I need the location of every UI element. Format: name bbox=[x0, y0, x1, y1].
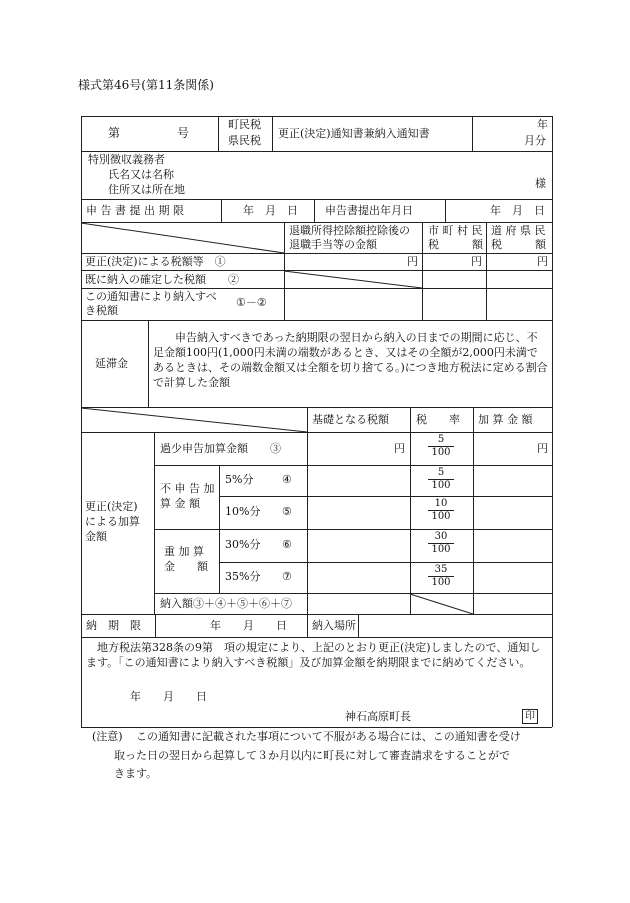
col-retirement-2: 退職手当等の金額 bbox=[289, 238, 377, 251]
understated-label: 過少申告加算金額 ③ bbox=[160, 442, 281, 455]
col-retirement-1: 退職所得控除額控除後の bbox=[289, 224, 410, 237]
col-prefectural-2: 税 額 bbox=[491, 238, 546, 251]
row-confirmed-tax: 既に納入の確定した税額 ② bbox=[85, 273, 239, 286]
note-label: (注意) bbox=[92, 730, 123, 743]
header-tax-prefecture: 県民税 bbox=[228, 134, 261, 147]
header-dai: 第 bbox=[108, 126, 121, 140]
item-pct-10: 10%分 bbox=[225, 505, 261, 518]
col-municipal-2: 税 額 bbox=[428, 238, 483, 251]
group-label-1: 更正(決定) bbox=[85, 500, 138, 513]
note-line-2: 取った日の翌日から起算して３か月以内に町長に対して審査請求をすることがで bbox=[114, 749, 510, 762]
group-label-2: による加算 bbox=[85, 515, 140, 528]
filing-deadline-date: 年 月 日 bbox=[243, 204, 298, 217]
collector-label: 特別徴収義務者 bbox=[88, 153, 165, 166]
header-add-amount: 加 算 金 額 bbox=[478, 413, 533, 426]
yen-retirement: 円 bbox=[407, 255, 418, 268]
filing-filed-label: 申告書提出年月日 bbox=[325, 204, 413, 217]
non-filing-label-2: 算 金 額 bbox=[160, 497, 200, 510]
rate-fraction-3: $\frac{5}{100}$ bbox=[419, 434, 463, 458]
row-payable-formula: ①－② bbox=[236, 296, 267, 309]
rate-fraction-5: $\frac{10}{100}$ bbox=[419, 498, 463, 522]
notice-issuer: 神石高原町長 bbox=[345, 710, 411, 723]
item-no-7: ⑦ bbox=[282, 570, 292, 583]
form-number: 様式第46号(第11条関係) bbox=[78, 78, 214, 92]
header-title: 更正(決定)通知書兼納入通知書 bbox=[278, 127, 430, 140]
row-payable-2: き税額 bbox=[85, 304, 118, 317]
yen-add: 円 bbox=[537, 442, 548, 455]
header-go: 号 bbox=[177, 126, 190, 140]
item-no-5: ⑤ bbox=[282, 505, 292, 518]
rate-fraction-7: $\frac{35}{100}$ bbox=[419, 564, 463, 588]
collector-address-label: 住所又は所在地 bbox=[108, 183, 185, 196]
seal-stamp: 印 bbox=[522, 709, 538, 724]
collector-honorific: 様 bbox=[535, 177, 546, 190]
header-year: 年 bbox=[537, 118, 548, 131]
delinquency-text: 申告納入すべきであった納期限の翌日から納入の日までの期間に応じ、不足金額100円(1,000円未満の端数があるとき、又はその全額が2,000円未満であるときは、その端数金額又は全額を切り捨てる。)につき地方税法に定める割合で計算した金額 bbox=[153, 331, 548, 389]
delinquency-label: 延滞金 bbox=[95, 357, 128, 370]
item-no-4: ④ bbox=[282, 473, 292, 486]
note-line-1: この通知書に記載された事項について不服がある場合には、この通知書を受け bbox=[136, 730, 521, 743]
row-payable-1: この通知書により納入すべ bbox=[85, 290, 217, 303]
payment-place-label: 納入場所 bbox=[312, 619, 356, 632]
notice-text: 地方税法第328条の9第 項の規定により、上記のとおり更正(決定)しましたので、通知します。「この通知書により納入すべき税額」及び加算金額を納期限までに納めてください。 bbox=[86, 641, 541, 669]
notice-date: 年 月 日 bbox=[130, 690, 207, 703]
payment-deadline-label: 納 期 限 bbox=[86, 619, 141, 632]
heavy-label-2: 金 額 bbox=[164, 560, 208, 573]
header-rate: 税 率 bbox=[416, 413, 460, 426]
rate-fraction-6: $\frac{30}{100}$ bbox=[419, 531, 463, 555]
row-corrected-tax: 更正(決定)による税額等 ① bbox=[85, 255, 226, 268]
rate-fraction-4: $\frac{5}{100}$ bbox=[419, 467, 463, 491]
payment-deadline-date: 年 月 日 bbox=[210, 619, 287, 632]
non-filing-label-1: 不 申 告 加 bbox=[160, 482, 215, 495]
filing-deadline-label: 申 告 書 提 出 期 限 bbox=[86, 204, 184, 217]
header-month-part: 月分 bbox=[524, 134, 546, 147]
group-label-3: 金額 bbox=[85, 530, 107, 543]
note-line-3: きます。 bbox=[114, 767, 158, 780]
col-prefectural-1: 道 府 県 民 bbox=[491, 224, 546, 237]
yen-base: 円 bbox=[394, 442, 405, 455]
col-municipal-1: 市 町 村 民 bbox=[428, 224, 483, 237]
header-base-tax: 基礎となる税額 bbox=[312, 413, 389, 426]
yen-municipal: 円 bbox=[471, 255, 482, 268]
item-pct-5: 5%分 bbox=[225, 473, 254, 486]
item-pct-35: 35%分 bbox=[225, 570, 261, 583]
heavy-label-1: 重 加 算 bbox=[164, 545, 204, 558]
item-no-6: ⑥ bbox=[282, 538, 292, 551]
item-pct-30: 30%分 bbox=[225, 538, 261, 551]
collector-name-label: 氏名又は名称 bbox=[108, 168, 174, 181]
filing-filed-date: 年 月 日 bbox=[490, 204, 545, 217]
yen-prefectural: 円 bbox=[537, 255, 548, 268]
header-tax-town: 町民税 bbox=[228, 118, 261, 131]
total-label: 納入額③＋④＋⑤＋⑥＋⑦ bbox=[160, 597, 292, 610]
